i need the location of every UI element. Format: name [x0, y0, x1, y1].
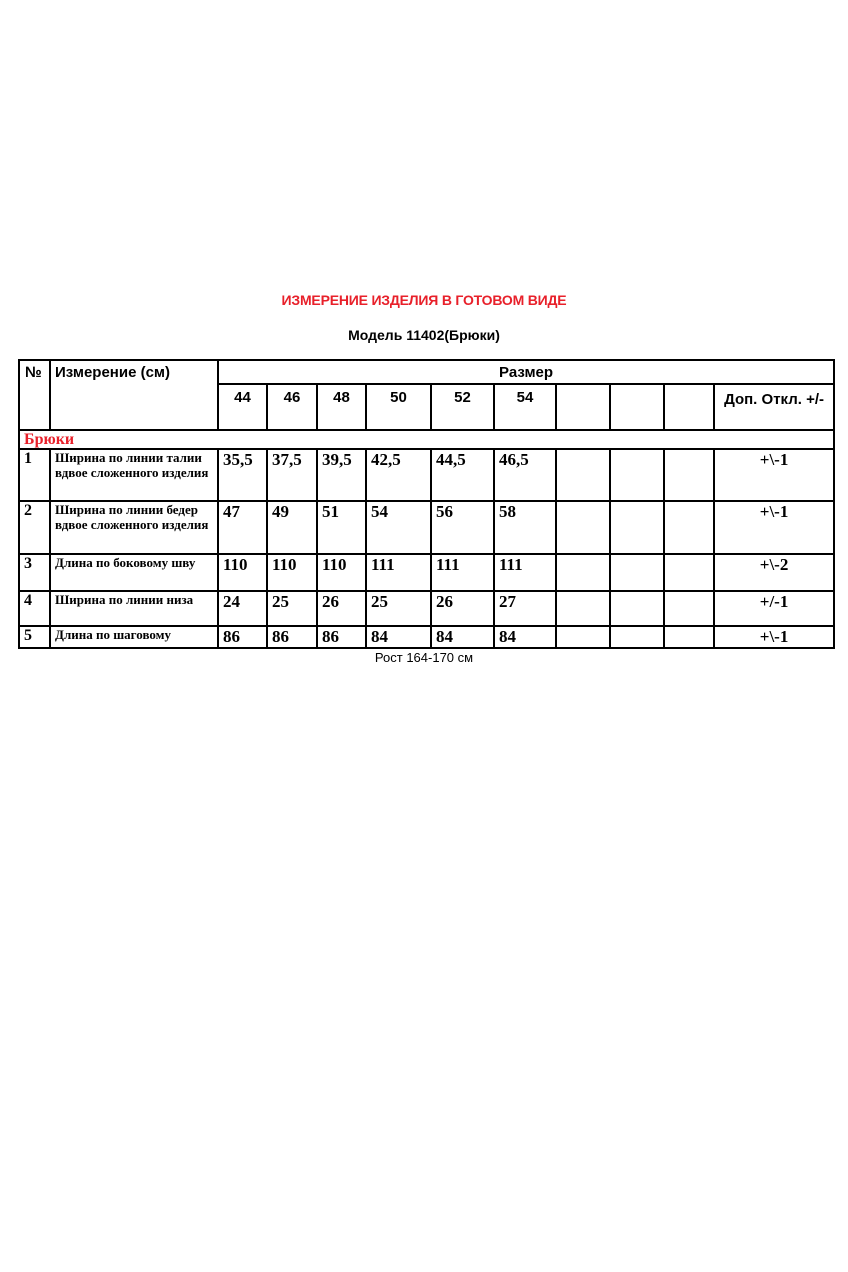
document-title: ИЗМЕРЕНИЕ ИЗДЕЛИЯ В ГОТОВОМ ВИДЕ	[281, 292, 567, 308]
row-value: 39,5	[317, 449, 366, 501]
row-value: 54	[366, 501, 431, 554]
row-name: Ширина по линии талии вдвое сложенного изделия	[50, 449, 218, 501]
row-name: Длина по боковому шву	[50, 554, 218, 591]
row-name: Длина по шаговому	[50, 626, 218, 648]
header-deviation: Доп. Откл. +/-	[714, 384, 834, 430]
row-value	[556, 591, 610, 626]
row-value: 26	[317, 591, 366, 626]
row-value: 25	[366, 591, 431, 626]
row-value: 110	[218, 554, 267, 591]
row-value	[610, 554, 664, 591]
row-value: 110	[267, 554, 317, 591]
row-value: 42,5	[366, 449, 431, 501]
row-value: 111	[494, 554, 556, 591]
row-index: 5	[19, 626, 50, 648]
section-row	[19, 430, 834, 449]
size-header-2: 48	[317, 384, 366, 430]
row-value: 110	[317, 554, 366, 591]
table-row	[19, 554, 834, 591]
table-row	[19, 501, 834, 554]
row-value	[610, 591, 664, 626]
row-index: 1	[19, 449, 50, 501]
size-table	[18, 359, 835, 649]
row-name: Ширина по линии низа	[50, 591, 218, 626]
row-value: 47	[218, 501, 267, 554]
row-index: 3	[19, 554, 50, 591]
row-index: 2	[19, 501, 50, 554]
header-row	[19, 360, 834, 384]
size-header-4: 52	[431, 384, 494, 430]
row-deviation: +/-1	[714, 591, 834, 626]
header-size: Размер	[218, 360, 834, 384]
row-value: 86	[317, 626, 366, 648]
row-deviation: +\-1	[714, 449, 834, 501]
row-value	[610, 626, 664, 648]
section-label: Брюки	[19, 430, 834, 449]
row-value	[664, 449, 714, 501]
row-value	[556, 501, 610, 554]
row-value: 58	[494, 501, 556, 554]
row-deviation: +\-1	[714, 501, 834, 554]
size-header-3: 50	[366, 384, 431, 430]
row-value: 86	[267, 626, 317, 648]
row-value: 84	[494, 626, 556, 648]
row-value: 46,5	[494, 449, 556, 501]
row-value	[610, 501, 664, 554]
row-value: 111	[366, 554, 431, 591]
row-value	[556, 554, 610, 591]
size-header-6	[556, 384, 610, 430]
row-value	[664, 591, 714, 626]
height-footnote: Рост 164-170 см	[374, 650, 474, 665]
row-value	[664, 626, 714, 648]
row-value: 27	[494, 591, 556, 626]
row-value: 24	[218, 591, 267, 626]
size-header-5: 54	[494, 384, 556, 430]
header-number: №	[19, 360, 50, 430]
row-name: Ширина по линии бедер вдвое сложенного изделия	[50, 501, 218, 554]
row-value: 84	[431, 626, 494, 648]
size-header-1: 46	[267, 384, 317, 430]
row-value: 86	[218, 626, 267, 648]
row-value: 25	[267, 591, 317, 626]
row-value	[610, 449, 664, 501]
row-value: 26	[431, 591, 494, 626]
size-header-8	[664, 384, 714, 430]
header-measurement: Измерение (см)	[50, 360, 218, 430]
row-value: 56	[431, 501, 494, 554]
row-deviation: +\-2	[714, 554, 834, 591]
size-header-0: 44	[218, 384, 267, 430]
row-value	[664, 501, 714, 554]
size-header-7	[610, 384, 664, 430]
row-value	[556, 449, 610, 501]
row-index: 4	[19, 591, 50, 626]
table-row	[19, 626, 834, 648]
document-subtitle: Модель 11402(Брюки)	[348, 327, 500, 343]
row-value: 44,5	[431, 449, 494, 501]
row-value	[556, 626, 610, 648]
row-deviation: +\-1	[714, 626, 834, 648]
row-value: 51	[317, 501, 366, 554]
row-value: 84	[366, 626, 431, 648]
row-value: 111	[431, 554, 494, 591]
row-value: 37,5	[267, 449, 317, 501]
table-row	[19, 449, 834, 501]
row-value	[664, 554, 714, 591]
row-value: 49	[267, 501, 317, 554]
row-value: 35,5	[218, 449, 267, 501]
table-row	[19, 591, 834, 626]
